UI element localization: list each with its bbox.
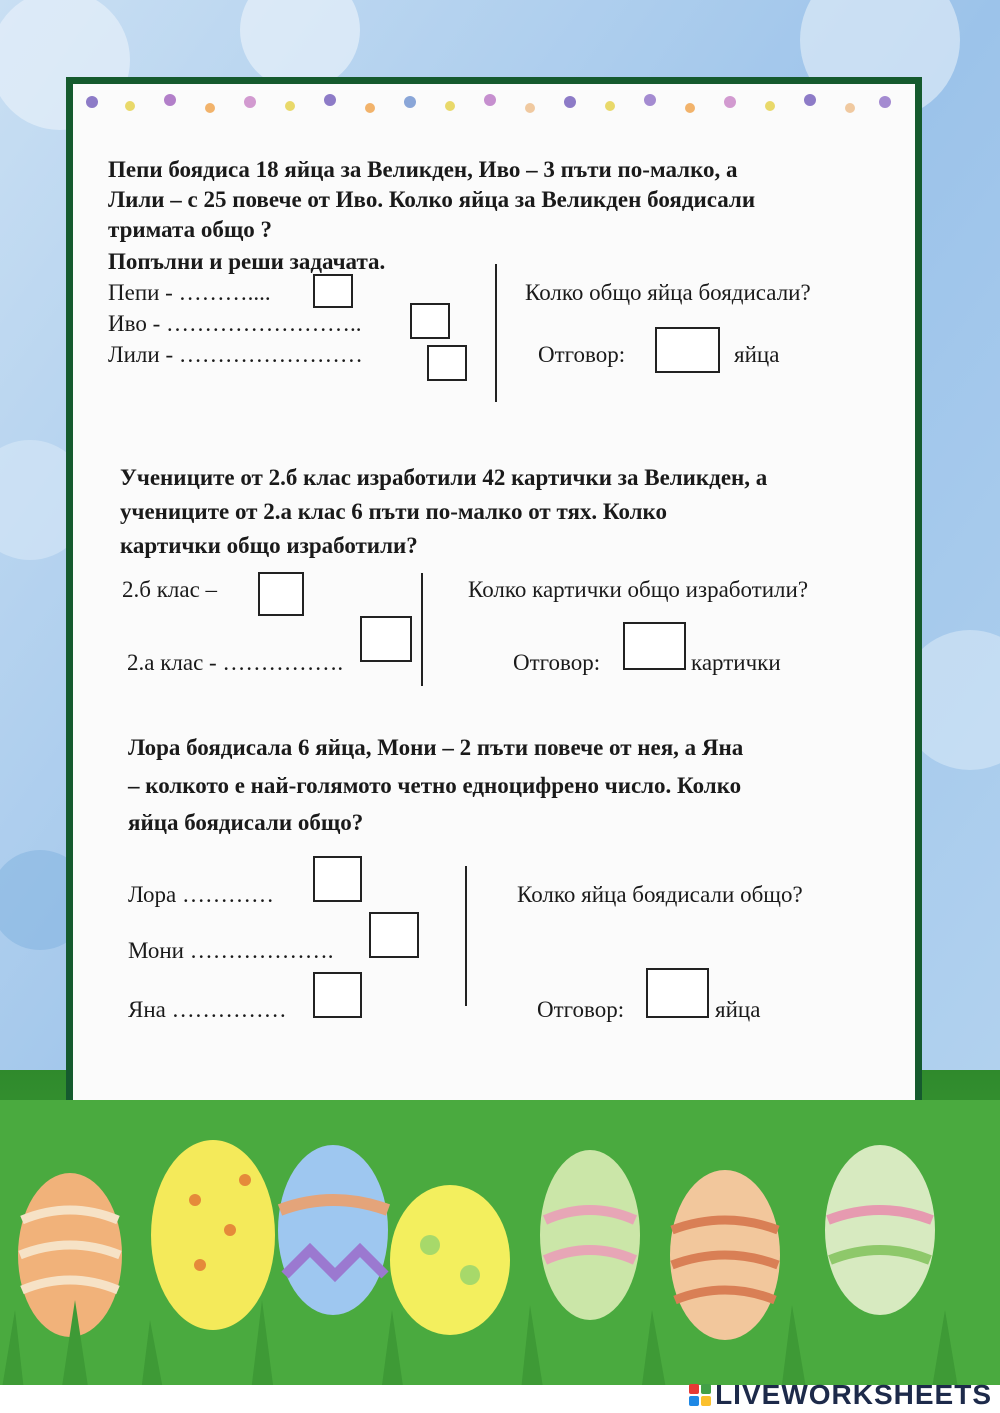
problem3-text-line-2: – колкото е най-голямото четно едноцифрено число. Колко [128,773,742,798]
egg-blue-purple-icon [278,1145,388,1315]
problem1-instruction: Попълни и реши задачата. [108,249,386,274]
problem3-total-answer-box[interactable] [646,968,709,1018]
problem2-text-line-2: учениците от 2.а клас 6 пъти по-малко от тях. Колко [120,499,668,524]
flower-garland [80,88,900,124]
problem2-2a-answer-box[interactable] [360,616,412,662]
problem2-answer-label: Отговор: [513,650,601,675]
problem3-divider [465,866,467,1006]
egg-orange-stripes-icon [670,1170,780,1340]
problem1-row-lili: Лили - …………………… [108,342,363,367]
problem2-question: Колко картички общо изработили? [468,577,809,602]
problem3-question: Колко яйца боядисали общо? [517,882,803,907]
problem3-answer-unit: яйца [715,997,761,1022]
problem2-divider [421,573,423,686]
problem3-row-lora: Лора ………… [128,882,274,907]
problem2-text-line-1: Учениците от 2.б клас изработили 42 картички за Великден, а [120,465,768,490]
problem1-pepi-answer-box[interactable] [313,274,353,308]
problem3-row-moni: Мони ………………. [128,938,334,963]
egg-pastel-icon [825,1145,935,1315]
problem3-text-line-1: Лора боядисала 6 яйца, Мони – 2 пъти повече от нея, а Яна [128,735,744,760]
liveworksheets-logo-icon [689,1384,711,1406]
problem2-row-2b: 2.б клас – [122,577,218,602]
problem2-answer-unit: картички [691,650,781,675]
problem1-divider [495,264,497,402]
liveworksheets-logo [689,1379,992,1411]
problem1-question: Колко общо яйца боядисали? [525,280,811,305]
problem1-total-answer-box[interactable] [655,327,720,373]
problem1-answer-label: Отговор: [538,342,626,367]
problem2-text-line-3: картички общо изработили? [120,533,418,558]
problem2-total-answer-box[interactable] [623,622,686,670]
problem2-row-2a: 2.а клас - ……………. [127,650,344,675]
egg-yellow-dots-icon [151,1140,275,1330]
egg-yellow-flowers-icon [390,1185,510,1335]
problem3-text-line-3: яйца боядисали общо? [128,810,364,835]
problem1-lili-answer-box[interactable] [427,345,467,381]
egg-striped-orange-icon [18,1173,122,1337]
problem3-answer-label: Отговор: [537,997,625,1022]
liveworksheets-brand: LIVEWORKSHEETS [715,1379,992,1410]
problem1-text-line-2: Лили – с 25 повече от Иво. Колко яйца за Великден боядисали [108,187,756,212]
problem3-lora-answer-box[interactable] [313,856,362,902]
problem1-text-line-3: тримата общо ? [108,217,273,242]
egg-green-pink-icon [540,1150,640,1320]
problem3-yana-answer-box[interactable] [313,972,362,1018]
problem2-2b-answer-box[interactable] [258,572,304,616]
problem1-answer-unit: яйца [734,342,780,367]
problem3-moni-answer-box[interactable] [369,912,419,958]
problem1-row-ivo: Иво - …………………….. [108,311,362,336]
problem1-text-line-1: Пепи боядиса 18 яйца за Великден, Иво – 3 пъти по-малко, а [108,157,738,182]
problem1-row-pepi: Пепи - ……….... [108,280,271,305]
problem1-ivo-answer-box[interactable] [410,303,450,339]
problem3-row-yana: Яна …………… [128,997,287,1022]
easter-eggs-illustration [0,1060,1000,1413]
